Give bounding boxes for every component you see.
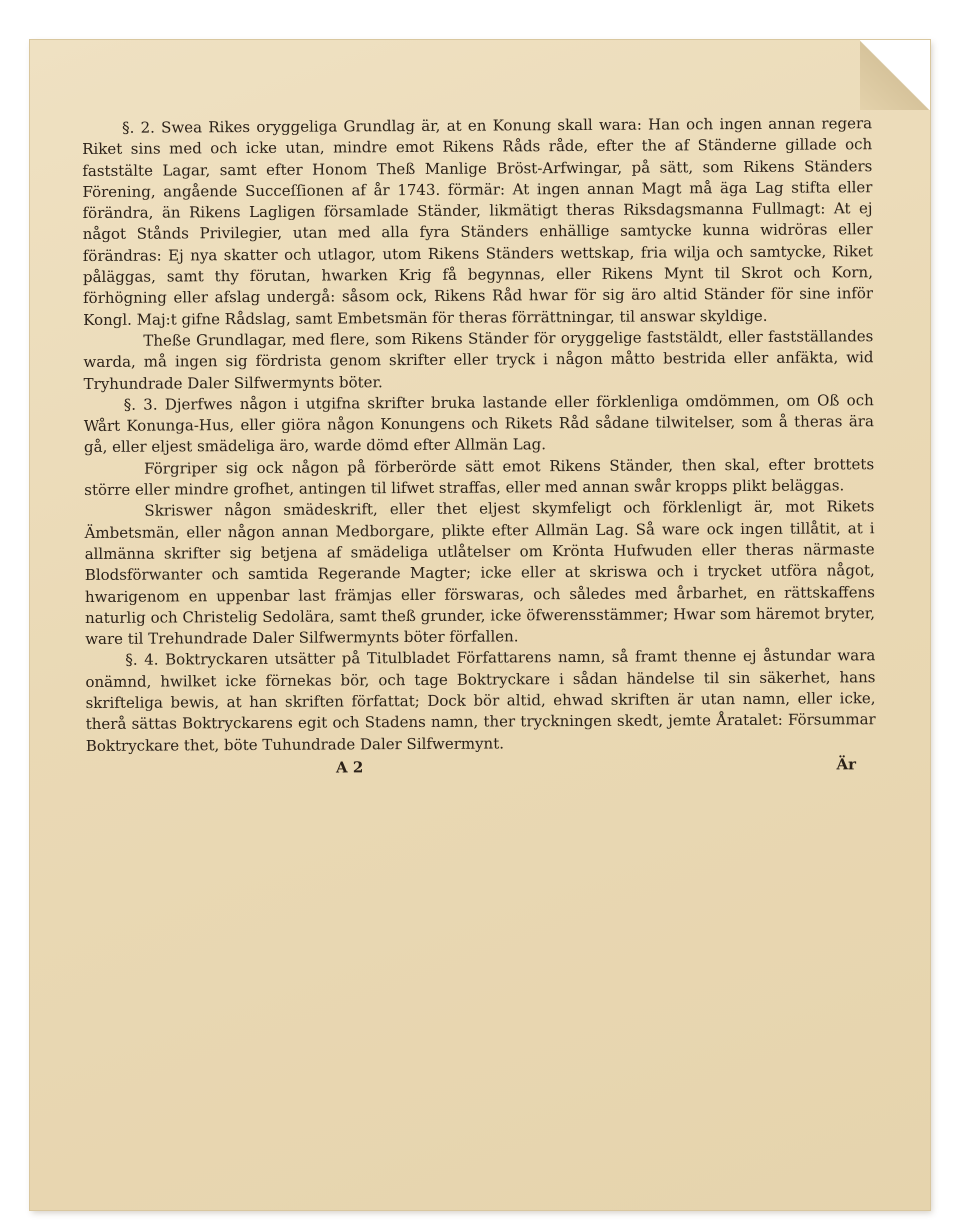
smadeskrift-paragraph: Skriswer någon smädeskrift, eller thet eljest skymfeligt och förklenligt är, mot Rikets Ämbetsmän, eller någon annan Medborgare, plikte efter Allmän Lag. Så ware ock ingen tillåtit, at i allmänna skrifter sig betjena af smädeliga utlåtelser om Krönta Hufwuden eller theras närmaste Blodsförwanter och samtida Regerande Magter; icke eller at skriswa och i trycket utföra något, hwarigenom en uppenbar last främjas eller förswaras, och således med årbarhet, en rättskaffens naturlig och Christelig Sedolära, samt theß grunder, icke öfwerensstämmer; Hwar som häremot bryter, ware til Trehundrade Daler Silfwermynts böter förfallen. [84,497,876,649]
catchword: Är [836,755,857,774]
signature-mark: A 2 [335,758,364,777]
folded-corner [860,40,930,110]
page-footer [86,754,876,783]
body-text [82,113,876,783]
grundlagar-paragraph: Theße Grundlagar, med flere, som Rikens Ständer för oryggelige faststäldt, eller fastställandes warda, må ingen sig fördrista genom skrifter eller tryck i någon måtto bestrida eller anfäkta, wid Tryhundrade Daler Silfwermynts böter. [83,327,874,393]
section-4-paragraph: §. 4. Boktryckaren utsätter på Titulbladet Författarens namn, så framt thenne ej åstundar wara onämnd, hwilket icke förnekas bör, och tage Boktryckare i sådan händelse til sin säkerhet, hans skrifteliga bewis, at han skriften författat; Dock bör altid, ehwad skriften är utan namn, eller icke, therå sättas Boktryckarens egit och Stadens namn, ther tryckningen skedt, jemte Åratalet: Försummar Boktryckare thet, böte Tuhundrade Daler Silfwermynt. [85,646,876,755]
section-3-paragraph: §. 3. Djerfwes någon i utgifna skrifter bruka lastande eller förklenliga omdömmen, om Oß och Wårt Konunga-Hus, eller giöra någon Konungens och Rikets Råd sådane tilwitelser, som å theras ära gå, eller eljest smädeliga äro, warde dömd efter Allmän Lag. [83,391,874,457]
standers-paragraph: Förgriper sig ock någon på förberörde sätt emot Rikens Ständer, then skal, efter brottets större eller mindre grofhet, antingen til lifwet straffas, eller med annan swår kropps plikt beläggas. [84,454,875,500]
section-2-paragraph: §. 2. Swea Rikes oryggeliga Grundlag är, at en Konung skall wara: Han och ingen annan regera Riket sins med och icke utan, mindre emot Rikens Råds råde, efter the af Ständerne gillade och faststälte Lagar, samt efter Honom Theß Manlige Bröst-Arfwingar, på sätt, som Rikens Ständers Förening, angående Succeſſionen af år 1743. förmär: At ingen annan Magt må äga Lag stifta eller förändra, än Rikens Lagligen församlade Ständer, likmätigt theras Riksdagsmanna Fullmagt: At ej något Stånds Privilegier, utan med alla fyra Ständers enhällige samtycke kunna widröras eller förändras: Ej nya skatter och utlagor, utom Rikens Ständers wettskap, fria wilja och samtycke, Riket påläggas, samt thy förutan, hwarken Krig få begynnas, eller Rikens Mynt til Skrot och Korn, förhögning eller afslag undergå: såsom ock, Rikens Råd hwar för sig äro altid Ständer för sine inför Kongl. Maj:t gifne Rådslag, samt Embetsmän för theras förrättningar, til answar skyldige. [82,114,874,329]
document-page [30,40,930,1210]
